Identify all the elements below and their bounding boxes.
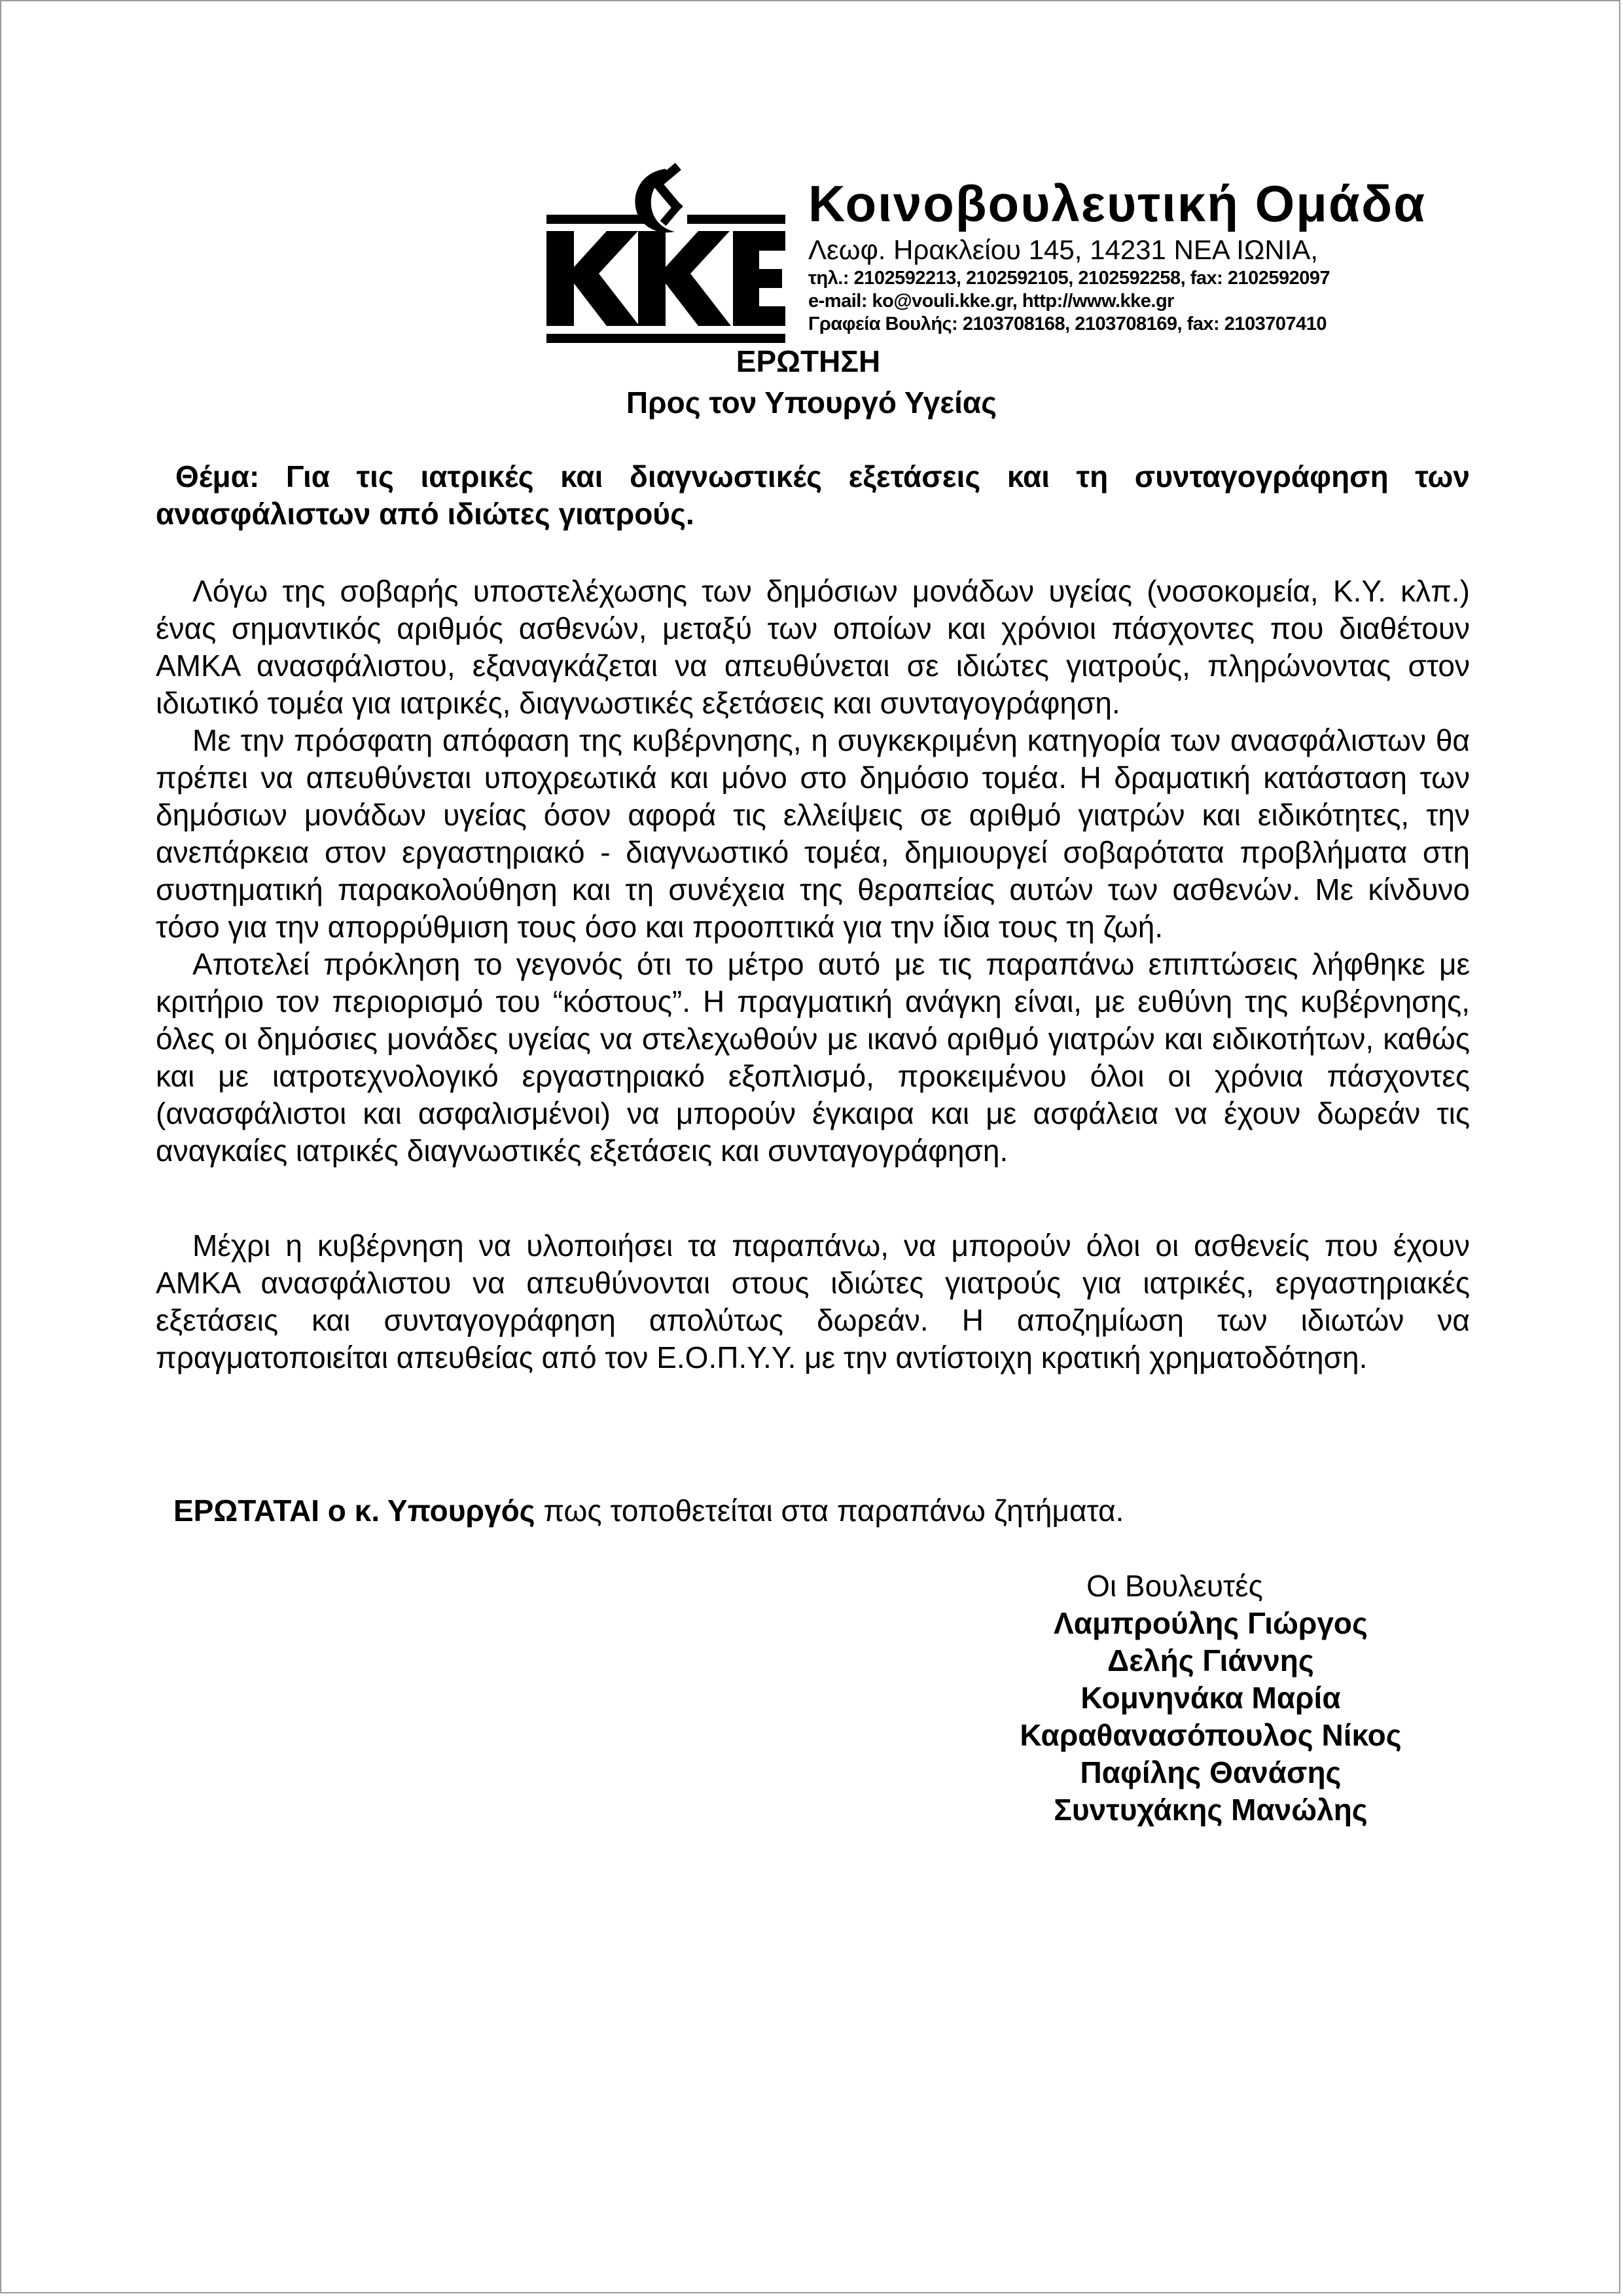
question-bold: ΕΡΩΤΑΤΑΙ ο κ. Υπουργός	[173, 1494, 535, 1528]
org-parliament-offices: Γραφεία Βουλής: 2103708168, 2103708169, fax: 2103707410	[808, 314, 1327, 334]
signature-name: Κομνηνάκα Μαρία	[1080, 1681, 1341, 1715]
body-paragraph-3: Αποτελεί πρόκληση το γεγονός ότι το μέτρο αυτό με τις παραπάνω επιπτώσεις λήφθηκε με κριτήριο τον περιορισμό του “κόστους”. Η πραγματική ανάγκη είναι, με ευθύνη της κυβέρνησης, όλες οι δημόσιες μονάδες υγείας να στελεχωθούν με ικανό αριθμό γιατρών και ειδικοτήτων, καθώς και με ιατροτεχνολογικό εργαστηριακό εξοπλισμό, προκειμένου όλοι οι χρόνια πάσχοντες (ανασφάλιστοι και ασφαλισμένοι) να μπορούν έγκαιρα και με ασφάλεια να έχουν δωρεάν τις αναγκαίες ιατρικές διαγνωστικές εξετάσεις και συνταγογράφηση.	[156, 947, 1470, 1168]
org-title: Κοινοβουλευτική Ομάδα	[808, 175, 1427, 232]
signatures-caption: Οι Βουλευτές	[1086, 1569, 1263, 1603]
body-paragraph-1: Λόγω της σοβαρής υποστελέχωσης των δημόσιων μονάδων υγείας (νοσοκομεία, Κ.Υ. κλπ.) ένας σημαντικός αριθμός ασθενών, μεταξύ των οποίων και χρόνιοι πάσχοντες που διαθέτουν ΑΜΚΑ ανασφάλιστου, εξαναγκάζεται να απευθύνεται σε ιδιώτες γιατρούς, πληρώνοντας στον ιδιωτικό τομέα για ιατρικές, διαγνωστικές εξετάσεις και συνταγογράφηση.	[156, 574, 1470, 720]
org-info	[808, 174, 1489, 336]
body-section-proposal	[156, 1227, 1470, 1376]
document-recipient: Προς τον Υπουργό Υγείας	[626, 386, 997, 420]
org-phones: τηλ.: 2102592213, 2102592105, 2102592258, fax: 2102592097	[808, 268, 1330, 289]
body-paragraph-2: Με την πρόσφατη απόφαση της κυβέρνησης, η συγκεκριμένη κατηγορία των ανασφάλιστων θα πρέπει να απευθύνεται υποχρεωτικά και μόνο στο δημόσιο τομέα. Η δραματική κατάσταση των δημόσιων μονάδων υγείας όσον αφορά τις ελλείψεις σε αριθμό γιατρών και ειδικότητες, την ανεπάρκεια στον εργαστηριακό - διαγνωστικό τομέα, δημιουργεί σοβαρότατα προβλήματα στη συστηματική παρακολούθηση και τη συνέχεια της θεραπείας αυτών των ασθενών. Με κίνδυνο τόσο για την απορρύθμιση τους όσο και προοπτικά για την ίδια τους τη ζωή.	[156, 723, 1470, 944]
question-rest: πως τοποθετείται στα παραπάνω ζητήματα.	[535, 1494, 1124, 1528]
kke-logo	[546, 162, 785, 346]
subject: Θέμα: Για τις ιατρικές και διαγνωστικές εξετάσεις και τη συνταγογράφηση των ανασφάλιστων από ιδιώτες γιατρούς.	[156, 459, 1470, 531]
signature-name: Λαμπρούλης Γιώργος	[1054, 1606, 1368, 1640]
signatures	[949, 1568, 1472, 1829]
body-paragraph-4: Μέχρι η κυβέρνηση να υλοποιήσει τα παραπάνω, να μπορούν όλοι οι ασθενείς που έχουν ΑΜΚΑ ανασφάλιστου να απευθύνονται στους ιδιώτες γιατρούς για ιατρικές, εργαστηριακές εξετάσεις και συνταγογράφηση απολύτως δωρεάν. Η αποζημίωση των ιδιωτών να πραγματοποιείται απευθείας από τον Ε.Ο.Π.Υ.Υ. με την αντίστοιχη κρατική χρηματοδότηση.	[156, 1229, 1470, 1374]
document-title: ΕΡΩΤΗΣΗ	[736, 344, 881, 378]
letterhead	[546, 162, 1476, 352]
signature-name: Συντυχάκης Μανώλης	[1054, 1793, 1368, 1827]
signature-name: Δελής Γιάννης	[1107, 1643, 1314, 1677]
org-address: Λεωφ. Ηρακλείου 145, 14231 ΝΕΑ ΙΩΝΙΑ,	[808, 234, 1319, 265]
signature-name: Καραθανασόπουλος Νίκος	[1020, 1718, 1402, 1752]
org-email: e-mail: ko@vouli.kke.gr, http://www.kke.gr	[808, 291, 1174, 312]
body-section-main	[156, 573, 1470, 1170]
question-line	[173, 1492, 1417, 1530]
signature-name: Παφίλης Θανάσης	[1080, 1755, 1342, 1789]
